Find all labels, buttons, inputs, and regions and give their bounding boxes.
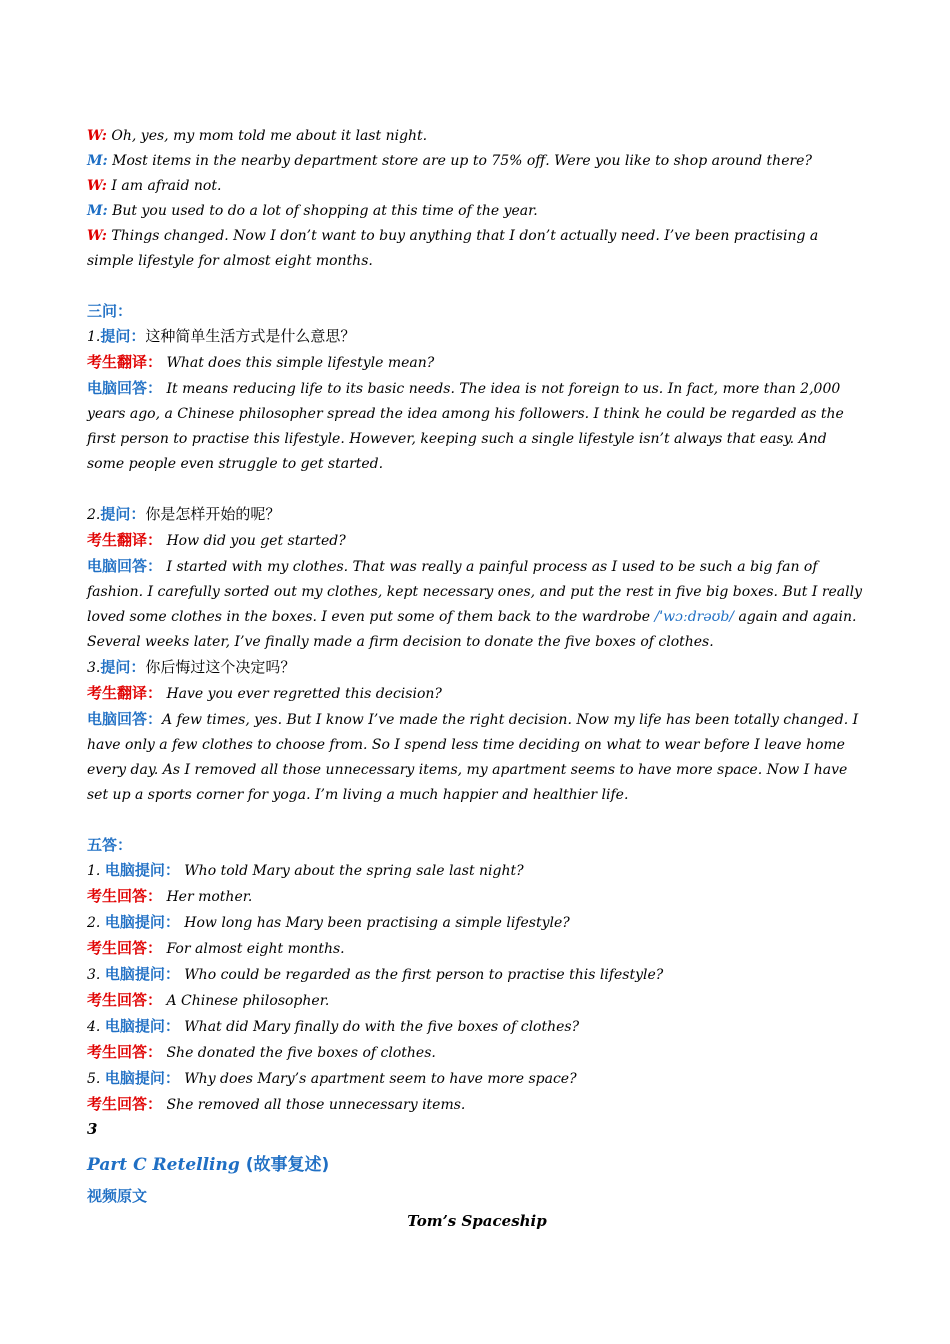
dialogue-line [87, 124, 867, 149]
video-source-label: 视频原文 [87, 1187, 148, 1205]
question-line [87, 324, 867, 350]
question-text: Why does Mary’s apartment seem to have more space? [184, 1071, 577, 1087]
translation-line [87, 350, 867, 376]
student-answer [87, 1040, 867, 1066]
answer-paragraph [87, 707, 867, 808]
question-text: What did Mary finally do with the five boxes of clothes? [184, 1019, 580, 1035]
answer-label: 考生回答： [87, 1095, 163, 1113]
dialogue-text: Most items in the nearby department store are up to 75% off. Were you like to shop around there? [112, 153, 812, 169]
speaker-label: M: [87, 203, 108, 219]
speaker-label: W: [87, 228, 107, 244]
computer-question [87, 1066, 867, 1092]
answer-label: 考生回答： [87, 991, 163, 1009]
dialogue-line [87, 224, 867, 274]
question-text: How long has Mary been practising a simple lifestyle? [184, 915, 570, 931]
answer-text: Her mother. [166, 889, 253, 905]
question-number: 3. [87, 967, 101, 983]
computer-question [87, 910, 867, 936]
section-heading: 三问： [87, 302, 133, 320]
ask-label: 提问： [100, 505, 146, 523]
phonetic-notation: /ˈwɔːdrəʊb/ [654, 609, 735, 625]
translation-line [87, 528, 867, 554]
translation-label: 考生翻译： [87, 531, 163, 549]
three-questions-section [87, 299, 867, 808]
answer-label: 电脑回答： [87, 710, 163, 728]
dialogue-line [87, 199, 867, 224]
answer-text: She removed all those unnecessary items. [166, 1097, 466, 1113]
answer-text: I started with my clothes. That was really a painful process as I used to be such a big fan of fashion. I carefully sorted out my clothes, kept necessary ones, and put the rest in five big boxes. But I really loved some clothes in the boxes. I even put some of them back to the wardrobe [87, 559, 863, 625]
translation-text: Have you ever regretted this decision? [166, 686, 442, 702]
question-number: 1. [87, 329, 101, 345]
computer-question [87, 1014, 867, 1040]
dialogue-text: Oh, yes, my mom told me about it last night. [111, 128, 428, 144]
dialogue-line [87, 149, 867, 174]
question-label: 电脑提问： [104, 965, 180, 983]
question-label: 电脑提问： [104, 861, 180, 879]
speaker-label: M: [87, 153, 108, 169]
student-answer [87, 936, 867, 962]
story-title: Tom’s Spaceship [407, 1212, 547, 1230]
question-label: 电脑提问： [104, 913, 180, 931]
dialogue-text: Things changed. Now I don’t want to buy anything that I don’t actually need. I’ve been practising a simple lifestyle for almost eight months. [87, 228, 819, 269]
student-answer [87, 1092, 867, 1118]
five-answers-section [87, 833, 867, 1118]
section-number: 3 [87, 1120, 98, 1138]
answer-label: 电脑回答： [87, 379, 163, 397]
translation-text: How did you get started? [166, 533, 346, 549]
document-page [87, 124, 867, 1233]
question-label: 电脑提问： [104, 1017, 180, 1035]
speaker-label: W: [87, 128, 107, 144]
answer-paragraph [87, 554, 867, 655]
question-label: 电脑提问： [104, 1069, 180, 1087]
answer-label: 电脑回答： [87, 557, 163, 575]
answer-text-continued: again and again. Several weeks later, I’ve finally made a firm decision to donate the five boxes of clothes. [87, 609, 857, 650]
answer-text: For almost eight months. [166, 941, 345, 957]
dialogue-text: But you used to do a lot of shopping at this time of the year. [112, 203, 538, 219]
dialogue-line [87, 174, 867, 199]
question-line [87, 502, 867, 528]
dialogue-text: I am afraid not. [111, 178, 222, 194]
computer-question [87, 858, 867, 884]
answer-paragraph [87, 376, 867, 477]
question-number: 3. [87, 660, 101, 676]
question-text: Who could be regarded as the first person to practise this lifestyle? [184, 967, 664, 983]
ask-label: 提问： [100, 327, 146, 345]
answer-label: 考生回答： [87, 887, 163, 905]
translation-text: What does this simple lifestyle mean? [166, 355, 435, 371]
question-number: 4. [87, 1019, 101, 1035]
answer-text: A few times, yes. But I know I’ve made the right decision. Now my life has been totally changed. I have only a few clothes to choose from. So I spend less time deciding on what to wear before I leave home every day. As I removed all those unnecessary items, my apartment seems to have more space. Now I have set up a sports corner for yoga. I’m living a much happier and healthier life. [87, 712, 859, 803]
question-number: 2. [87, 507, 101, 523]
section-heading: 五答： [87, 836, 133, 854]
question-text: Who told Mary about the spring sale last night? [184, 863, 524, 879]
ask-text: 你是怎样开始的呢？ [145, 505, 281, 523]
student-answer [87, 884, 867, 910]
question-number: 5. [87, 1071, 101, 1087]
question-number: 1. [87, 863, 101, 879]
ask-label: 提问： [100, 658, 146, 676]
answer-text: She donated the five boxes of clothes. [166, 1045, 436, 1061]
question-number: 2. [87, 915, 101, 931]
student-answer [87, 988, 867, 1014]
translation-label: 考生翻译： [87, 353, 163, 371]
part-c-title-cn: (故事复述) [245, 1155, 330, 1175]
answer-text: A Chinese philosopher. [166, 993, 330, 1009]
answer-text: It means reducing life to its basic needs. The idea is not foreign to us. In fact, more than 2,000 years ago, a Chinese philosopher spread the idea among his followers. I think he could be regarded as the first person to practise this lifestyle. However, keeping such a single lifestyle isn’t always that easy. And some people even struggle to get started. [87, 381, 844, 472]
translation-line [87, 681, 867, 707]
part-c-heading [87, 1146, 867, 1184]
dialogue [87, 124, 867, 274]
part-c-title: Part C Retelling [87, 1155, 240, 1175]
ask-text: 这种简单生活方式是什么意思？ [145, 327, 356, 345]
answer-label: 考生回答： [87, 939, 163, 957]
question-line [87, 655, 867, 681]
speaker-label: W: [87, 178, 107, 194]
computer-question [87, 962, 867, 988]
ask-text: 你后悔过这个决定吗？ [145, 658, 296, 676]
answer-label: 考生回答： [87, 1043, 163, 1061]
translation-label: 考生翻译： [87, 684, 163, 702]
